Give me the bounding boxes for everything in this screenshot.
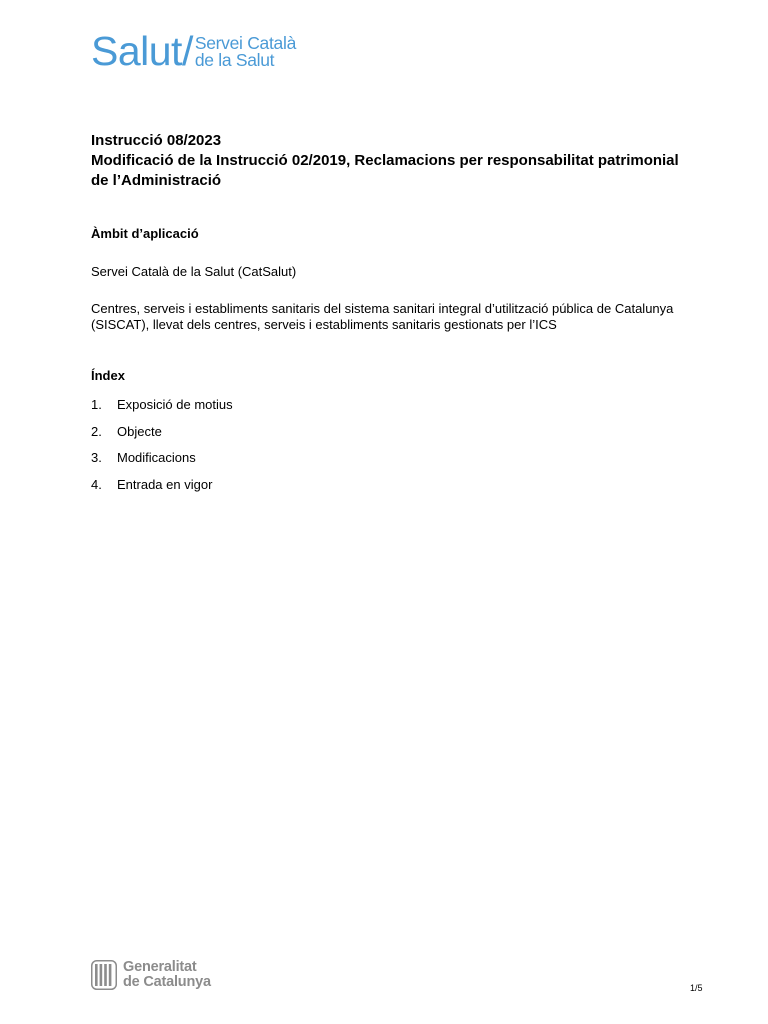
page-number: 1/5 (690, 983, 703, 993)
index-item-label: Entrada en vigor (117, 477, 213, 493)
salut-logo (91, 28, 296, 74)
index-item (91, 450, 233, 466)
generalitat-line2: de Catalunya (123, 974, 211, 990)
gencat-emblem-icon (91, 960, 117, 990)
index-item-label: Exposició de motius (117, 397, 233, 412)
scope-heading: Àmbit d’aplicació (91, 226, 199, 241)
index-item-number: 2. (91, 423, 102, 439)
index-item-label: Modificacions (117, 450, 196, 466)
generalitat-line1: Generalitat (123, 959, 197, 975)
instruction-subject: Modificació de la Instrucció 02/2019, Reclamacions per responsabilitat patrimonial de l’Administració (91, 152, 679, 189)
index-heading: Índex (91, 368, 125, 383)
generalitat-logo (91, 960, 211, 990)
index-item-label: Objecte (117, 423, 162, 439)
generalitat-logo-text (123, 960, 211, 990)
scope-paragraph-2: Centres, serveis i establiments sanitaris del sistema sanitari integral d’utilització pública de Catalunya (SISCAT), llevat dels centres, serveis i establiments sanitaris gestionats per l’ICS (91, 301, 674, 332)
document-title (91, 131, 691, 191)
index-item-number: 1. (91, 397, 102, 412)
salut-logo-line1: Servei Català (194, 33, 296, 53)
index-item-number: 4. (91, 477, 102, 493)
salut-logo-mark: Salut/ (91, 27, 193, 74)
index-item (91, 397, 233, 413)
index-item (91, 477, 233, 493)
instruction-number: Instrucció 08/2023 (91, 132, 222, 149)
salut-logo-line2: de la Salut (194, 50, 275, 70)
salut-logo-text (195, 35, 296, 69)
index-item-number: 3. (91, 450, 102, 466)
index-list (91, 397, 233, 504)
index-item (91, 424, 233, 440)
scope-paragraph-1: Servei Català de la Salut (CatSalut) (91, 264, 297, 279)
